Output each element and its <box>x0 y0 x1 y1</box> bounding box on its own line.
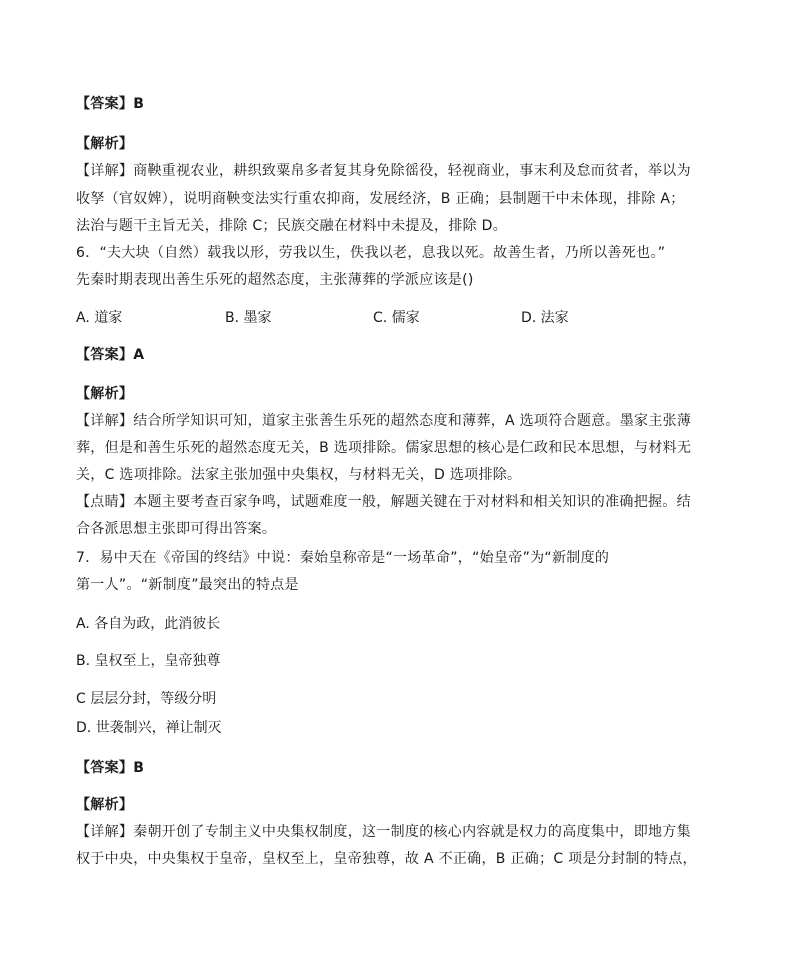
q6-comment-line-1: 【点睛】本题主要考查百家争鸣，试题难度一般，解题关键在于对材料和相关知识的准确把握。结 <box>76 494 691 510</box>
q7-analysis-title: 【解析】 <box>76 797 134 813</box>
q6-option-c: C. 儒家 <box>373 310 420 326</box>
q5-detail-line-1: 【详解】商鞅重视农业，耕织致粟帛多者复其身免除徭役，轻视商业，事末利及怠而贫者，举以为 <box>76 163 691 179</box>
q7-detail-line-1: 【详解】秦朝开创了专制主义中央集权制度，这一制度的核心内容就是权力的高度集中，即地方集 <box>76 824 691 840</box>
q5-detail-line-2: 收孥（官奴婢），说明商鞅变法实行重农抑商，发展经济，B 正确；县制题干中未体现，排除 A； <box>76 191 685 207</box>
q6-detail-line-1: 【详解】结合所学知识可知，道家主张善生乐死的超然态度和薄葬，A 选项符合题意。墨家主张薄 <box>76 413 692 429</box>
q7-option-a: A. 各自为政，此消彼长 <box>76 616 221 632</box>
q6-detail-line-3: 关，C 选项排除。法家主张加强中央集权，与材料无关，D 选项排除。 <box>76 467 522 483</box>
q7-stem-line-2: 第一人”。“新制度”最突出的特点是 <box>76 577 299 593</box>
q6-option-a: A. 道家 <box>76 310 123 326</box>
q7-detail-line-2: 权于中央，中央集权于皇帝，皇权至上，皇帝独尊，故 A 不正确，B 正确；C 项是分封制的特点， <box>76 851 697 867</box>
q7-stem-line-1: 7．易中天在《帝国的终结》中说：秦始皇称帝是“一场革命”，“始皇帝”为“新制度的 <box>76 550 610 566</box>
q7-option-d: D. 世袭制兴，禅让制灭 <box>76 720 222 736</box>
q7-answer: 【答案】B <box>76 760 145 776</box>
q6-detail-line-2: 葬，但是和善生乐死的超然态度无关，B 选项排除。儒家思想的核心是仁政和民本思想，与材料无 <box>76 440 692 456</box>
q6-analysis-title: 【解析】 <box>76 386 134 402</box>
q5-detail-line-3: 法治与题干主旨无关，排除 C；民族交融在材料中未提及，排除 D。 <box>76 218 508 234</box>
q7-option-b: B. 皇权至上，皇帝独尊 <box>76 653 221 669</box>
q5-analysis-title: 【解析】 <box>76 136 134 152</box>
q6-stem-line-2: 先秦时期表现出善生乐死的超然态度，主张薄葬的学派应该是() <box>76 272 474 288</box>
q7-option-c: C 层层分封，等级分明 <box>76 691 217 707</box>
q6-option-b: B. 墨家 <box>225 310 272 326</box>
q6-answer: 【答案】A <box>76 347 145 363</box>
q5-answer: 【答案】B <box>76 96 145 112</box>
q6-comment-line-2: 合各派思想主张即可得出答案。 <box>76 521 277 537</box>
q6-option-d: D. 法家 <box>521 310 569 326</box>
q6-stem-line-1: 6．“夫大块（自然）载我以形，劳我以生，佚我以老，息我以死。故善生者，乃所以善死也。” <box>76 245 666 261</box>
